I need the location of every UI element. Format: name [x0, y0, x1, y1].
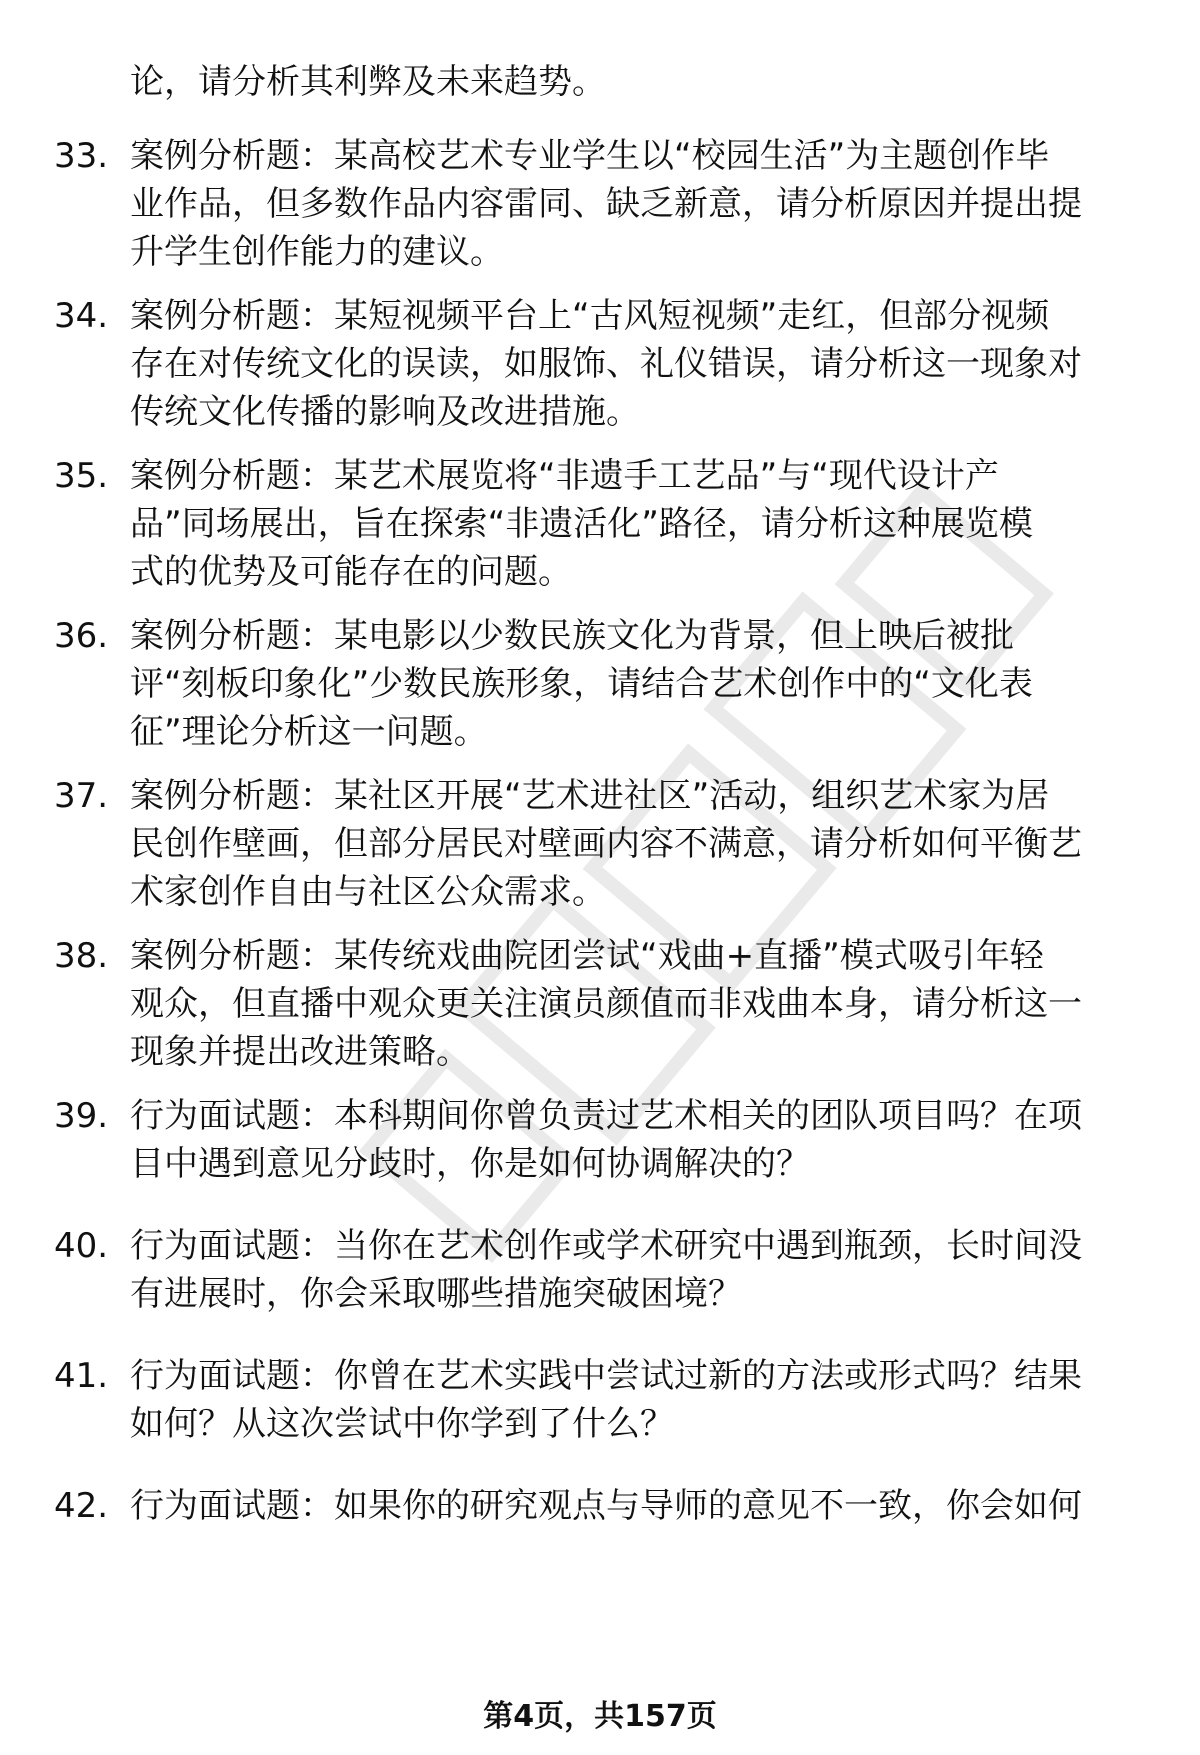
question-text-line: 行为面试题：你曾在艺术实践中尝试过新的方法或形式吗？结果: [130, 1356, 1082, 1396]
question-text-line: 目中遇到意见分歧时，你是如何协调解决的？: [130, 1144, 810, 1184]
question-number: 33.: [54, 136, 109, 176]
question-number: 36.: [54, 616, 109, 656]
question-text-line: 现象并提出改进策略。: [130, 1032, 470, 1072]
question-text-line: 术家创作自由与社区公众需求。: [130, 872, 606, 912]
question-text-line: 业作品，但多数作品内容雷同、缺乏新意，请分析原因并提出提: [130, 184, 1082, 224]
question-text-line: 行为面试题：本科期间你曾负责过艺术相关的团队项目吗？在项: [130, 1096, 1082, 1136]
question-text-line: 行为面试题：如果你的研究观点与导师的意见不一致，你会如何: [130, 1486, 1082, 1526]
question-text-line: 案例分析题：某传统戏曲院团尝试“戏曲+直播”模式吸引年轻: [130, 936, 1044, 976]
question-number: 34.: [54, 296, 109, 336]
question-number: 37.: [54, 776, 109, 816]
question-text-line: 案例分析题：某高校艺术专业学生以“校园生活”为主题创作毕: [130, 136, 1050, 176]
question-number: 40.: [54, 1226, 109, 1266]
question-text-line: 传统文化传播的影响及改进措施。: [130, 392, 640, 432]
question-text-line: 案例分析题：某短视频平台上“古风短视频”走红，但部分视频: [130, 296, 1050, 336]
question-text-line: 征”理论分析这一问题。: [130, 712, 488, 752]
question-number: 38.: [54, 936, 109, 976]
question-text-line: 评“刻板印象化”少数民族形象，请结合艺术创作中的“文化表: [130, 664, 1033, 704]
question-text-line: 观众，但直播中观众更关注演员颜值而非戏曲本身，请分析这一: [130, 984, 1082, 1024]
question-number: 42.: [54, 1486, 109, 1526]
question-text-line: 案例分析题：某社区开展“艺术进社区”活动，组织艺术家为居: [130, 776, 1050, 816]
question-number: 41.: [54, 1356, 109, 1396]
question-text-line: 如何？从这次尝试中你学到了什么？: [130, 1404, 674, 1444]
question-text-line: 存在对传统文化的误读，如服饰、礼仪错误，请分析这一现象对: [130, 344, 1082, 384]
question-text-line: 式的优势及可能存在的问题。: [130, 552, 572, 592]
question-number: 35.: [54, 456, 109, 496]
question-number: 39.: [54, 1096, 109, 1136]
page-footer: 第4页，共157页: [483, 1699, 717, 1734]
question-text-line: 行为面试题：当你在艺术创作或学术研究中遇到瓶颈，长时间没: [130, 1226, 1082, 1266]
question-text-line: 品”同场展出，旨在探索“非遗活化”路径，请分析这种展览模: [130, 504, 1033, 544]
question-text-line: 民创作壁画，但部分居民对壁画内容不满意，请分析如何平衡艺: [130, 824, 1082, 864]
continuation-line: 论，请分析其利弊及未来趋势。: [130, 62, 606, 102]
question-text-line: 升学生创作能力的建议。: [130, 232, 504, 272]
question-text-line: 有进展时，你会采取哪些措施突破困境？: [130, 1274, 742, 1314]
question-text-line: 案例分析题：某电影以少数民族文化为背景，但上映后被批: [130, 616, 1014, 656]
question-text-line: 案例分析题：某艺术展览将“非遗手工艺品”与“现代设计产: [130, 456, 999, 496]
